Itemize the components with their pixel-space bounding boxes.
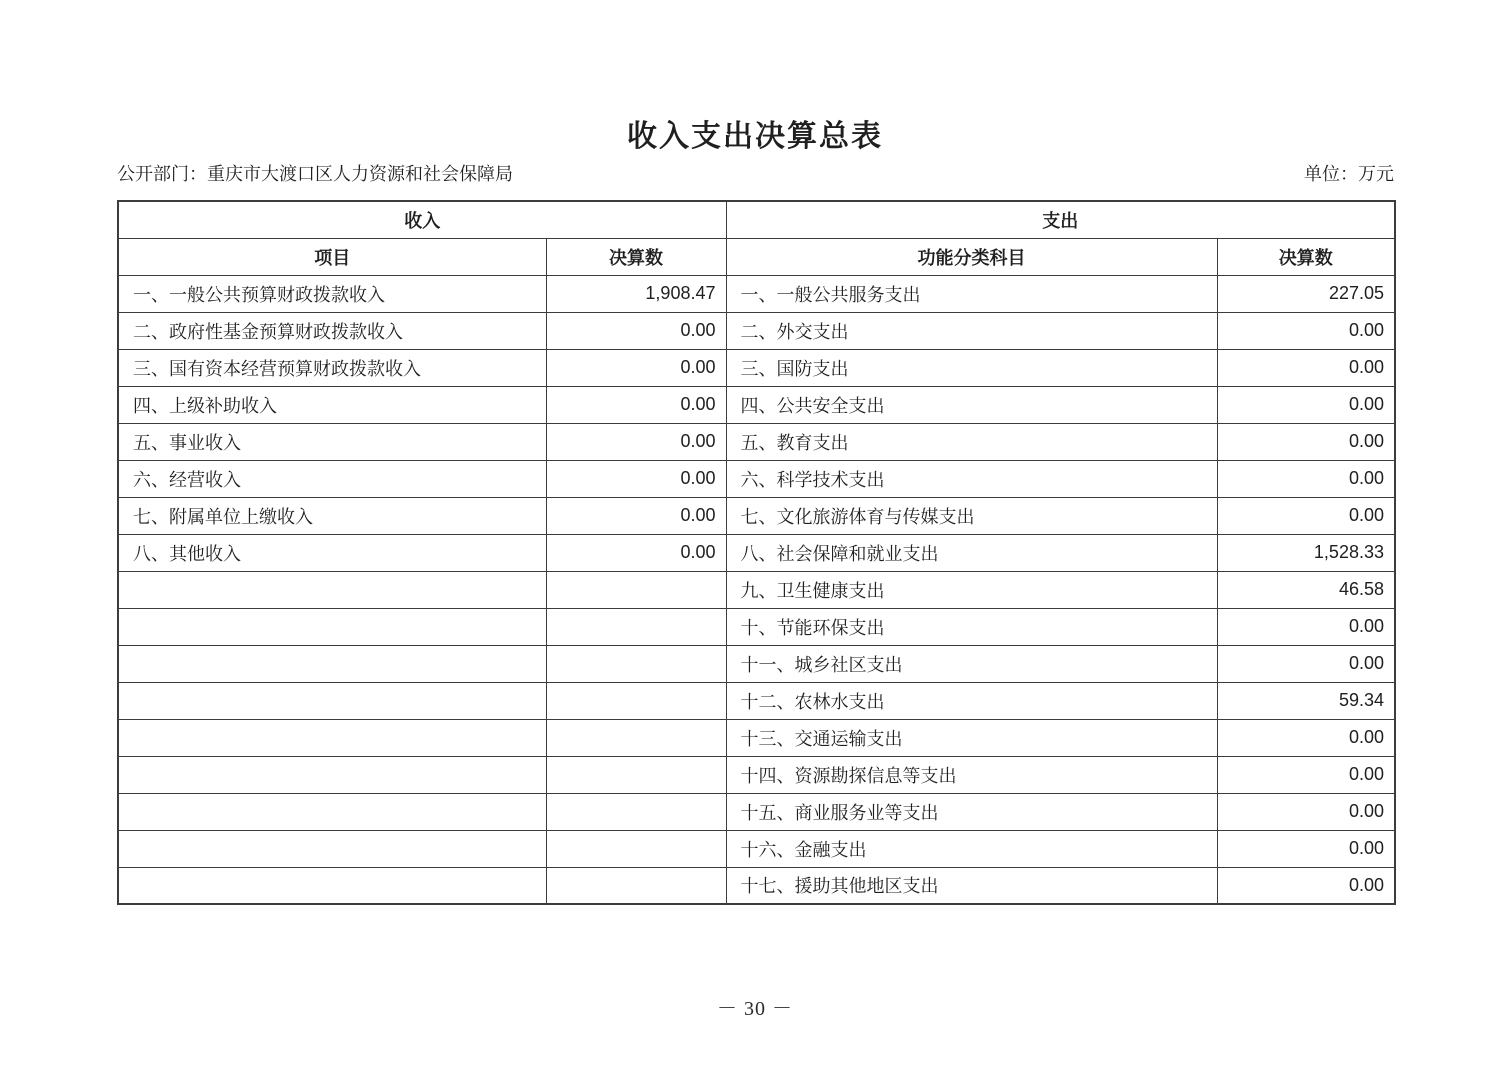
income-item-cell: 七、附属单位上缴收入 — [118, 497, 546, 534]
expenditure-amount-cell: 0.00 — [1217, 608, 1395, 645]
page-title: 收入支出决算总表 — [627, 120, 883, 153]
department-label: 公开部门：重庆市大渡口区人力资源和社会保障局 — [117, 164, 513, 184]
table-row — [118, 645, 1395, 682]
income-item-cell — [118, 608, 546, 645]
expenditure-amount-cell: 227.05 — [1217, 275, 1395, 312]
income-amount-cell: 0.00 — [546, 423, 726, 460]
unit-label: 单位：万元 — [1304, 164, 1394, 184]
meta-row — [117, 162, 1394, 186]
income-amount-cell: 0.00 — [546, 497, 726, 534]
income-item-cell: 二、政府性基金预算财政拨款收入 — [118, 312, 546, 349]
expenditure-item-cell: 四、公共安全支出 — [726, 386, 1217, 423]
income-item-cell — [118, 571, 546, 608]
income-item-cell: 六、经营收入 — [118, 460, 546, 497]
income-item-cell — [118, 719, 546, 756]
income-section-header: 收入 — [118, 201, 726, 238]
income-amount-cell — [546, 682, 726, 719]
table-row — [118, 275, 1395, 312]
expenditure-amount-cell: 0.00 — [1217, 423, 1395, 460]
income-item-cell: 四、上级补助收入 — [118, 386, 546, 423]
expenditure-item-cell: 九、卫生健康支出 — [726, 571, 1217, 608]
expenditure-item-cell: 八、社会保障和就业支出 — [726, 534, 1217, 571]
income-item-cell: 八、其他收入 — [118, 534, 546, 571]
table-row — [118, 756, 1395, 793]
expenditure-amount-cell: 0.00 — [1217, 793, 1395, 830]
expenditure-amount-cell: 0.00 — [1217, 719, 1395, 756]
table-row — [118, 682, 1395, 719]
income-amount-cell: 1,908.47 — [546, 275, 726, 312]
expenditure-item-cell: 二、外交支出 — [726, 312, 1217, 349]
expenditure-item-cell: 十五、商业服务业等支出 — [726, 793, 1217, 830]
expenditure-amount-cell: 46.58 — [1217, 571, 1395, 608]
income-amount-cell — [546, 645, 726, 682]
income-item-cell — [118, 830, 546, 867]
expenditure-section-header: 支出 — [726, 201, 1395, 238]
table-row — [118, 497, 1395, 534]
table-row — [118, 830, 1395, 867]
expenditure-amount-cell: 0.00 — [1217, 349, 1395, 386]
income-amount-cell — [546, 571, 726, 608]
income-item-cell — [118, 645, 546, 682]
expenditure-item-cell: 三、国防支出 — [726, 349, 1217, 386]
income-amount-cell: 0.00 — [546, 460, 726, 497]
expenditure-amount-cell: 0.00 — [1217, 645, 1395, 682]
income-amount-cell — [546, 867, 726, 904]
expenditure-amount-cell: 0.00 — [1217, 386, 1395, 423]
income-amount-cell: 0.00 — [546, 349, 726, 386]
table-row — [118, 423, 1395, 460]
expenditure-amount-column-header: 决算数 — [1217, 238, 1395, 275]
expenditure-amount-cell: 0.00 — [1217, 460, 1395, 497]
expenditure-amount-cell: 0.00 — [1217, 497, 1395, 534]
expenditure-amount-cell: 0.00 — [1217, 830, 1395, 867]
income-item-cell: 一、一般公共预算财政拨款收入 — [118, 275, 546, 312]
income-amount-cell: 0.00 — [546, 312, 726, 349]
expenditure-item-cell: 七、文化旅游体育与传媒支出 — [726, 497, 1217, 534]
expenditure-item-cell: 十七、援助其他地区支出 — [726, 867, 1217, 904]
expenditure-item-cell: 十一、城乡社区支出 — [726, 645, 1217, 682]
expenditure-amount-cell: 1,528.33 — [1217, 534, 1395, 571]
table-row — [118, 312, 1395, 349]
table-row — [118, 349, 1395, 386]
table-row — [118, 571, 1395, 608]
income-item-cell — [118, 867, 546, 904]
expenditure-item-cell: 六、科学技术支出 — [726, 460, 1217, 497]
table-row — [118, 793, 1395, 830]
expenditure-item-cell: 五、教育支出 — [726, 423, 1217, 460]
income-amount-cell — [546, 756, 726, 793]
expenditure-item-cell: 十三、交通运输支出 — [726, 719, 1217, 756]
income-item-cell — [118, 756, 546, 793]
column-header-row — [118, 238, 1395, 275]
budget-summary-table — [117, 200, 1396, 905]
expenditure-amount-cell: 0.00 — [1217, 867, 1395, 904]
income-amount-column-header: 决算数 — [546, 238, 726, 275]
income-amount-cell: 0.00 — [546, 386, 726, 423]
table-row — [118, 608, 1395, 645]
section-header-row — [118, 201, 1395, 238]
expenditure-amount-cell: 0.00 — [1217, 312, 1395, 349]
income-amount-cell: 0.00 — [546, 534, 726, 571]
table-row — [118, 460, 1395, 497]
table-row — [118, 719, 1395, 756]
table-row — [118, 386, 1395, 423]
expenditure-amount-cell: 59.34 — [1217, 682, 1395, 719]
expenditure-amount-cell: 0.00 — [1217, 756, 1395, 793]
income-amount-cell — [546, 830, 726, 867]
expenditure-item-cell: 十四、资源勘探信息等支出 — [726, 756, 1217, 793]
table-row — [118, 534, 1395, 571]
page-number: － 30 － — [717, 998, 793, 1020]
expenditure-item-cell: 十二、农林水支出 — [726, 682, 1217, 719]
income-amount-cell — [546, 719, 726, 756]
expenditure-item-cell: 一、一般公共服务支出 — [726, 275, 1217, 312]
expenditure-item-cell: 十六、金融支出 — [726, 830, 1217, 867]
income-item-cell — [118, 793, 546, 830]
income-item-cell — [118, 682, 546, 719]
income-amount-cell — [546, 608, 726, 645]
expenditure-item-cell: 十、节能环保支出 — [726, 608, 1217, 645]
income-amount-cell — [546, 793, 726, 830]
table-row — [118, 867, 1395, 904]
expenditure-item-column-header: 功能分类科目 — [726, 238, 1217, 275]
income-item-column-header: 项目 — [118, 238, 546, 275]
income-item-cell: 五、事业收入 — [118, 423, 546, 460]
income-item-cell: 三、国有资本经营预算财政拨款收入 — [118, 349, 546, 386]
